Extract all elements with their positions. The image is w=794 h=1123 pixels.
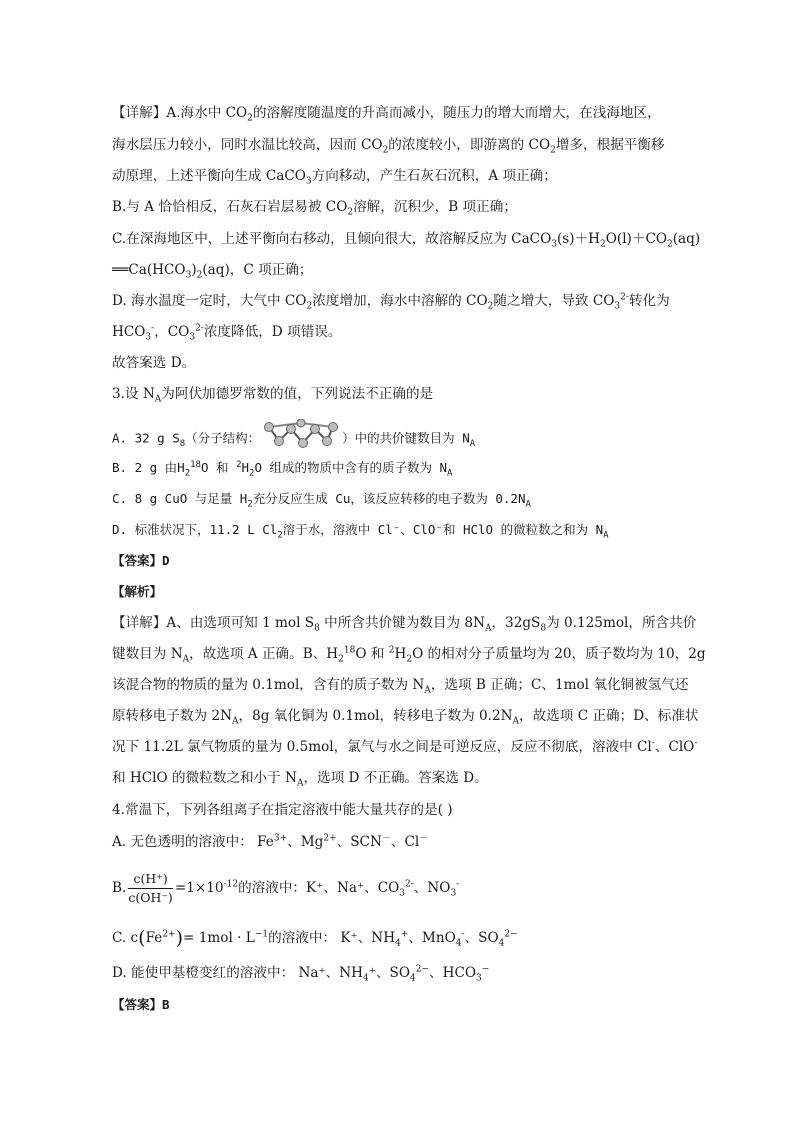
q2-explanation-line-4: B.与 A 恰恰相反，石灰石岩层易被 $CO_2$溶解，沉积少，B 项正确； <box>112 199 517 218</box>
q3-option-a: A. 32 g $S_8$（分子结构： ）中的共价键数目为 $N_A$ <box>112 419 687 459</box>
q2-explanation-line-7: D. 海水温度一定时，大气中 $CO_2$浓度增加，海水中溶解的 $CO_2$随之增大，导致 $CO_3^{2-}$转化为 <box>112 292 670 312</box>
q4-option-a: A. 无色透明的溶液中： $Fe^{3+}$、$Mg^{2+}$、SCN－、Cl－ <box>112 833 429 850</box>
q2-explanation-line-2: 海水层压力较小，同时水温比较高，因而 $CO_2$的浓度较小，即游离的 $CO_2$增多，根据平衡移 <box>112 137 665 156</box>
q3-analysis-heading: 【解析】 <box>112 584 163 599</box>
q3-explanation-line-2: 键数目为 $N_A$，故选项 A 正确。B、$H_2^{18}O$ 和 $^2H_2O$ 的相对分子质量均为 20，质子数均为 10，2g <box>112 645 706 665</box>
q3-explanation-line-3: 该混合物的物质的量为 0.1mol，含有的质子数为 $N_A$，选项 B 正确；C、1mol 氧化铜被氢气还 <box>112 677 689 696</box>
q3-explanation-line-6: 和 HClO 的微粒数之和小于 $N_A$，选项 D 不正确。答案选 D。 <box>112 770 488 789</box>
q2-explanation-line-3: 动原理，上述平衡向生成 CaCO$_3$方向移动，产生石灰石沉积，A 项正确； <box>112 168 557 187</box>
q2-explanation-line-6: $══Ca(HCO_3)_2(aq)$，C 项正确； <box>112 262 313 281</box>
q3-explanation-line-4: 原转移电子数为 $2N_A$，8g 氧化铜为 0.1mol，转移电子数为 $0.2N_A$，故选项 C 正确；D、标准状 <box>112 708 699 727</box>
q3-option-c: C. 8 g CuO 与足量 $H_2$充分反应生成 Cu，该反应转移的电子数为 $0.2N_A$ <box>112 491 531 510</box>
q3-option-b: B. 2 g 由$H_2^{18}O$ 和 $^2H_2O$ 组成的物质中含有的质子数为 $N_A$ <box>112 459 453 479</box>
q3-answer: 【答案】D <box>112 553 170 568</box>
q3-option-d: D. 标准状况下，11.2 L $Cl_2$溶于水，溶液中 Cl⁻、ClO⁻和 HClO 的微粒数之和为 $N_A$ <box>112 522 609 541</box>
q2-explanation-line-1: 【详解】A.海水中 $CO_2$的溶解度随温度的升高而减小，随压力的增大而增大，在浅海地区， <box>112 105 661 124</box>
q4-stem: 4.常温下，下列各组离子在指定溶液中能大量共存的是( ) <box>112 802 453 818</box>
q4-option-d: D. 能使甲基橙变红的溶液中： Na⁺、$NH_4^+$、$SO_4^{2-}$、$HCO_3^-$ <box>112 964 490 984</box>
h-oh-ratio-fraction: $\frac{c(H^+)}{c(OH^-)}$ <box>128 871 173 905</box>
q2-explanation-line-8: $HCO_3^-$，$CO_3^{2-}$浓度降低，D 项错误。 <box>112 323 342 343</box>
s8-molecule-structure-icon <box>263 419 339 459</box>
q3-stem: 3.设 $N_A$为阿伏加德罗常数的值，下列说法不正确的是 <box>112 386 434 405</box>
q2-explanation-line-5: C.在深海地区中，上述平衡向右移动，且倾向很大，故溶解反应为 $CaCO_3(s)+H_2O(l)+CO_2(aq)$ <box>112 231 701 250</box>
q4-option-c: C. $c(Fe^{2+})= 1mol \cdot L^{-1}$的溶液中： K⁺、$NH_4^+$、MnO$_4$-、$SO_4^{2-}$ <box>112 927 518 949</box>
q4-answer: 【答案】B <box>112 997 170 1012</box>
q4-option-b: B. $\frac{c(H^+)}{c(OH^-)}$ $=1\times 10^{-12}$的溶液中：K⁺、Na⁺、$CO_3^{2-}$、$NO_3^-$ <box>112 871 460 905</box>
q2-answer-line: 故答案选 D。 <box>112 355 196 371</box>
q3-explanation-line-1: 【详解】A、由选项可知 1 mol $S_8$ 中所含共价键为数目为 $8N_A$，$32gS_8$为 0.125mol，所含共价 <box>112 615 697 634</box>
q3-explanation-line-5: 况下 11.2L 氯气物质的量为 0.5mol，氯气与水之间是可逆反应，反应不彻底，溶液中 Cl-、ClO- <box>112 738 698 755</box>
